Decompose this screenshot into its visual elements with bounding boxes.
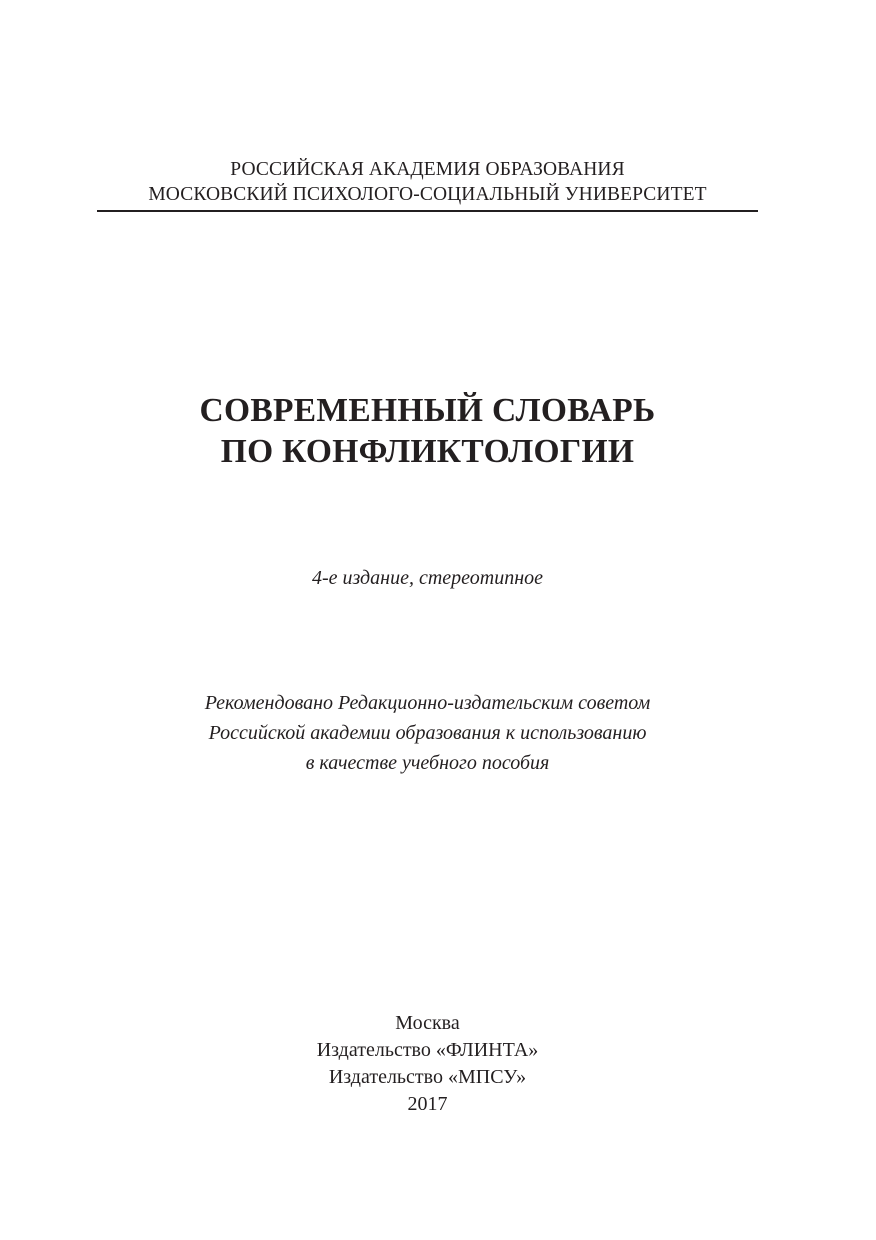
imprint-publisher-1: Издательство «ФЛИНТА» (316, 1039, 539, 1061)
book-title-line-1: СОВРЕМЕННЫЙ СЛОВАРЬ (199, 392, 656, 429)
academy-name: РОССИЙСКАЯ АКАДЕМИЯ ОБРАЗОВАНИЯ (230, 159, 625, 180)
imprint (97, 1010, 758, 1118)
recommendation-line-3: в качестве учебного пособия (305, 752, 550, 774)
recommendation-line-1: Рекомендовано Редакционно-издательским советом (204, 692, 651, 714)
imprint-city: Москва (395, 1012, 460, 1034)
book-title (97, 390, 758, 472)
institution-header (97, 157, 758, 207)
imprint-publisher-2: Издательство «МПСУ» (328, 1066, 527, 1088)
recommendation-note (97, 688, 758, 778)
header-divider (97, 210, 758, 212)
recommendation-line-2: Российской академии образования к использованию (208, 722, 647, 744)
edition-note: 4-е издание, стереотипное (311, 567, 544, 589)
imprint-year: 2017 (407, 1093, 448, 1115)
book-title-line-2: ПО КОНФЛИКТОЛОГИИ (220, 433, 635, 470)
university-name: МОСКОВСКИЙ ПСИХОЛОГО-СОЦИАЛЬНЫЙ УНИВЕРСИТЕТ (148, 184, 707, 205)
